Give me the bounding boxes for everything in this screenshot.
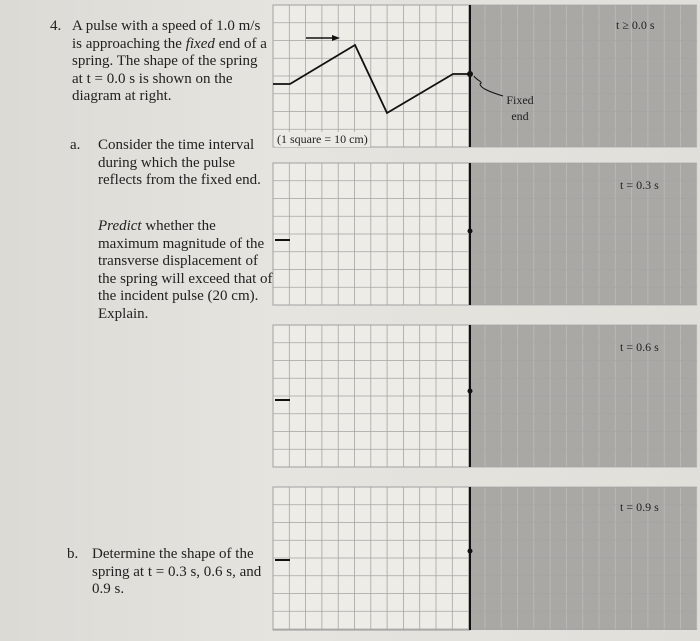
part-a-predict: Predict whether the maximum magnitude of the transverse displacement of the spring will exceed that of the incident pulse (20 cm). Explain. [98, 218, 273, 322]
part-b-label: b. [67, 546, 79, 562]
fixed-end-dot [468, 549, 473, 554]
fixed-end-dot [468, 389, 473, 394]
time-label-1: t = 0.3 s [620, 178, 659, 192]
part-a-text: Consider the time interval during which the pulse reflects from the fixed end. [98, 137, 261, 188]
grid-shaded-region [470, 487, 697, 630]
part-b-text: Determine the shape of the spring at t = 0.3 s, 0.6 s, and 0.9 s. [92, 546, 262, 597]
time-label-2: t = 0.6 s [620, 340, 659, 354]
question-number: 4. [50, 18, 62, 34]
scale-note: (1 square = 10 cm) [277, 132, 368, 146]
question-text: A pulse with a speed of 1.0 m/s is approaching the fixed end of a spring. The shape of the spring at t = 0.0 s is shown on the diagram at right. [72, 18, 267, 104]
fixed-end-dot [467, 71, 473, 77]
fixed-end-label: Fixed end [506, 93, 534, 123]
time-label-0: t ≥ 0.0 s [616, 18, 655, 32]
grid-open-region [273, 487, 470, 630]
fixed-end-dot [468, 229, 473, 234]
part-a-label: a. [70, 137, 81, 153]
time-label-3: t = 0.9 s [620, 500, 659, 514]
